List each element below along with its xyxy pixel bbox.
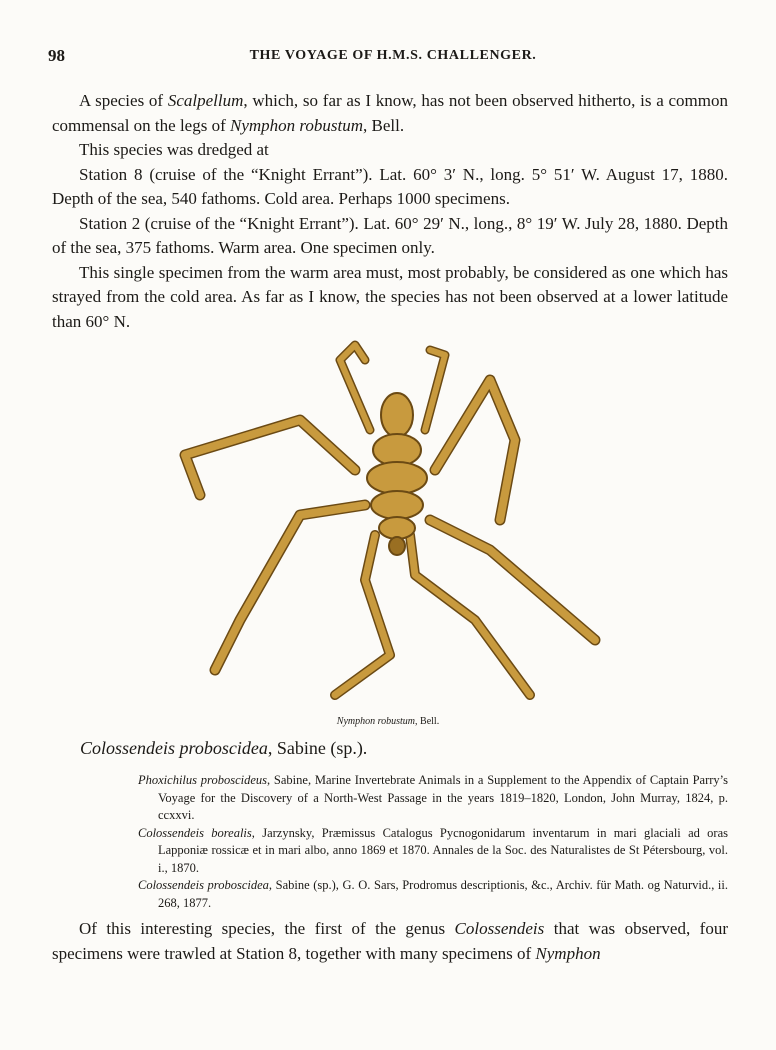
paragraph-station-8: Station 8 (cruise of the “Knight Errant”). Lat. 60° 3′ N., long. 5° 51′ W. August 17, 1880. Depth of the sea, 540 fathoms. Cold area. Perhaps 1000 specimens.	[52, 164, 728, 208]
synonym-name: Colossendeis borealis	[138, 825, 252, 840]
synonym-citation: , Sabine, Marine Invertebrate Animals in a Supplement to the Appendix of Captain Parry’s Voyage for the Discovery of a North-West Passage in the years 1819–1820, London, John Murray, 1824, p. ccxxvi.	[158, 773, 728, 822]
synonymy-entry	[138, 825, 728, 878]
paragraph-station-2: Station 2 (cruise of the “Knight Errant”). Lat. 60° 29′ N., long., 8° 19′ W. July 28, 1880. Depth of the sea, 375 fathoms. Warm area. One specimen only.	[52, 213, 728, 257]
leg	[185, 420, 355, 495]
paragraph-colossendeis	[52, 917, 728, 966]
synonymy-entry	[138, 877, 728, 912]
synonym-name: Colossendeis proboscidea	[138, 878, 269, 892]
leg	[340, 345, 370, 430]
leg	[435, 380, 515, 520]
paragraph-dredged: This species was dredged at	[79, 140, 269, 159]
abdomen	[389, 537, 405, 555]
sea-spider-illustration	[160, 320, 620, 708]
text-run: Of this interesting species, the first of the genus	[79, 919, 455, 938]
text-run: that was observed, four specimens were trawled at Station 8, together with many specimens of	[52, 919, 728, 963]
species-name: Colossendeis proboscidea	[80, 738, 268, 758]
leg	[410, 535, 530, 695]
figure-caption	[0, 716, 776, 727]
taxon-name: Nymphon robustum	[230, 115, 364, 135]
text-run: A species of	[79, 91, 168, 110]
caption-taxon: Nymphon robustum	[336, 716, 416, 727]
body-segment	[379, 517, 415, 539]
body-text	[52, 89, 728, 334]
text-run: , Bell.	[363, 115, 405, 135]
taxon-name: Nymphon	[535, 943, 601, 963]
proboscis	[381, 393, 413, 437]
synonymy-list	[138, 772, 728, 912]
synonym-citation: , Sabine (sp.), G. O. Sars, Prodromus descriptionis, &c., Archiv. für Math. og Naturvid., ii. 268, 1877.	[158, 878, 729, 910]
paragraph-scalpellum	[52, 89, 728, 138]
synonym-name: Phoxichilus proboscideus	[138, 773, 268, 787]
page-header	[48, 46, 738, 68]
species-heading	[80, 738, 367, 759]
leg	[215, 505, 365, 670]
text-run: , which, so far as I know, has not been observed hitherto, is a common commensal on the legs of	[52, 91, 728, 135]
caption-author: , Bell.	[415, 716, 440, 727]
taxon-name: Colossendeis	[454, 919, 545, 938]
synonymy-entry	[138, 772, 728, 825]
leg	[425, 350, 445, 430]
page-number: 98	[48, 46, 65, 65]
running-title: THE VOYAGE OF H.M.S. CHALLENGER.	[249, 48, 537, 63]
taxon-name: Scalpellum	[167, 91, 244, 110]
nymphon-drawing	[160, 320, 620, 708]
species-author: , Sabine (sp.).	[267, 738, 368, 758]
paragraph-single-specimen: This single specimen from the warm area must, most probably, be considered as one which has strayed from the cold area. As far as I know, the species has not been observed at a lower latitude than 60° N.	[52, 262, 728, 331]
synonym-citation: , Jarzynsky, Præmissus Catalogus Pycnogonidarum inventarum in mari glaciali ad oras Lapponiæ rossicæ et in mari albo, anno 1869 et 1870. Annales de la Soc. des Naturalistes de St Pétersbourg, vol. i., 1870.	[158, 825, 728, 875]
body-segment	[367, 462, 427, 494]
closing-paragraph	[52, 917, 728, 966]
body-segment	[371, 491, 423, 519]
